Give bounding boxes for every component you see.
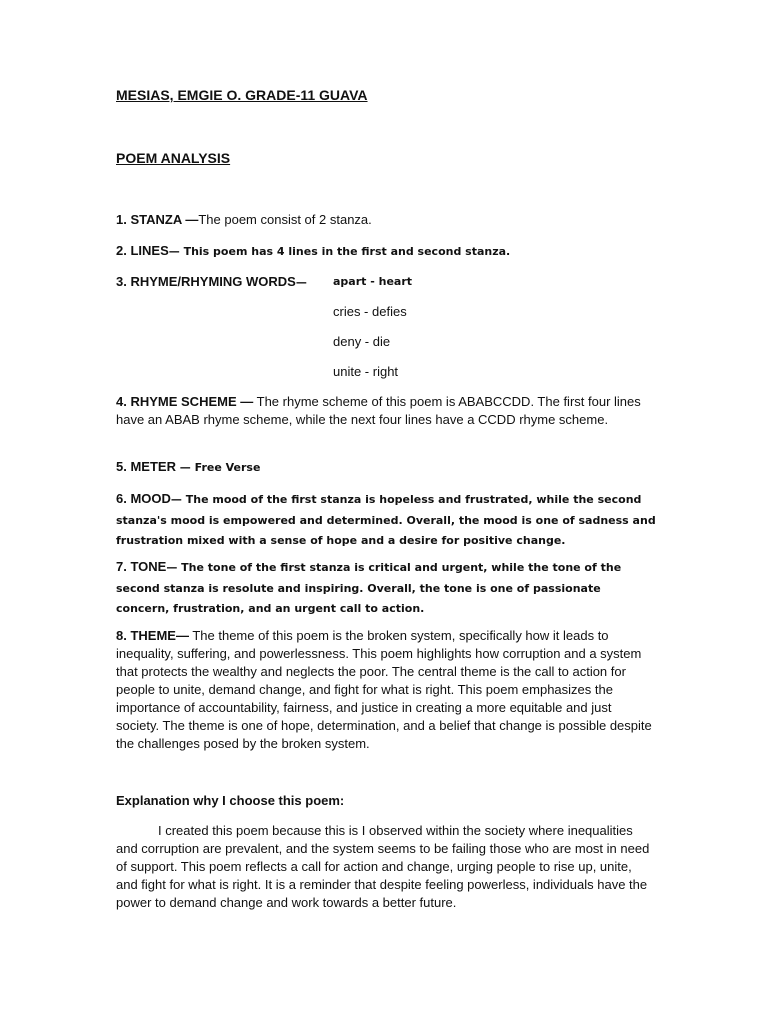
- item-text: The rhyme scheme of this poem is ABABCCDD. The first four lines have an ABAB rhyme scheme, while the next four lines have a CCDD rhyme scheme.: [116, 394, 641, 427]
- item-meter: [116, 458, 656, 477]
- item-text: — The tone of the first stanza is critical and urgent, while the tone of the second stanza is resolute and inspiring. Overall, the tone is one of passionate concern, frustration, and an urgent call to action.: [116, 561, 622, 615]
- item-label: 3. RHYME/RHYMING WORDS: [116, 274, 296, 289]
- item-label: 1. STANZA —: [116, 212, 199, 227]
- explanation-paragraph: I created this poem because this is I observed within the society where inequalities and corruption are prevalent, and the system seems to be failing those who are most in need of support. This poem reflects a call for action and change, urging people to rise up, unite, and fight for what is right. It is a reminder that despite feeling powerless, individuals have the power to demand change and work towards a better future.: [116, 823, 650, 910]
- item-label: 4. RHYME SCHEME —: [116, 394, 254, 409]
- item-label: 8. THEME—: [116, 628, 189, 643]
- item-stanza: [116, 211, 656, 229]
- item-label: 5. METER: [116, 459, 176, 474]
- document-title: POEM ANALYSIS: [116, 150, 231, 166]
- rhyme-pair: apart - heart: [333, 275, 413, 288]
- rhyme-pair: unite - right: [333, 364, 399, 379]
- rhyme-pair: cries - defies: [333, 304, 407, 319]
- item-rhyme-scheme: [116, 393, 656, 429]
- item-text: — This poem has 4 lines in the first and second stanza.: [168, 245, 511, 258]
- student-header: MESIAS, EMGIE O. GRADE-11 GUAVA: [116, 87, 368, 103]
- item-lines: [116, 242, 656, 261]
- item-text: — The mood of the first stanza is hopeless and frustrated, while the second stanza's mood is empowered and determined. Overall, the mood is one of sadness and frustration mixed with a sense of hope and a desire for positive change.: [116, 493, 656, 547]
- rhyme-pair: deny - die: [333, 334, 391, 349]
- item-text: —: [295, 276, 307, 289]
- item-label: 2. LINES: [116, 243, 169, 258]
- item-label: 7. TONE: [116, 559, 167, 574]
- item-text: The poem consist of 2 stanza.: [198, 212, 372, 227]
- item-mood: [116, 489, 656, 551]
- item-text: The theme of this poem is the broken system, specifically how it leads to inequality, suffering, and powerlessness. This poem highlights how corruption and a system that protects the wealthy and neglects the poor. The central theme is the call to action for people to unite, demand change, and fight for what is right. This poem emphasizes the importance of accountability, fairness, and justice in creating a more equitable and just society. The theme is one of hope, determination, and a belief that change is possible despite the challenges posed by the broken system.: [116, 628, 652, 751]
- explanation-heading: Explanation why I choose this poem:: [116, 793, 345, 808]
- item-tone: [116, 557, 656, 619]
- item-theme: [116, 627, 656, 753]
- item-label: 6. MOOD: [116, 491, 171, 506]
- item-text: — Free Verse: [175, 461, 261, 474]
